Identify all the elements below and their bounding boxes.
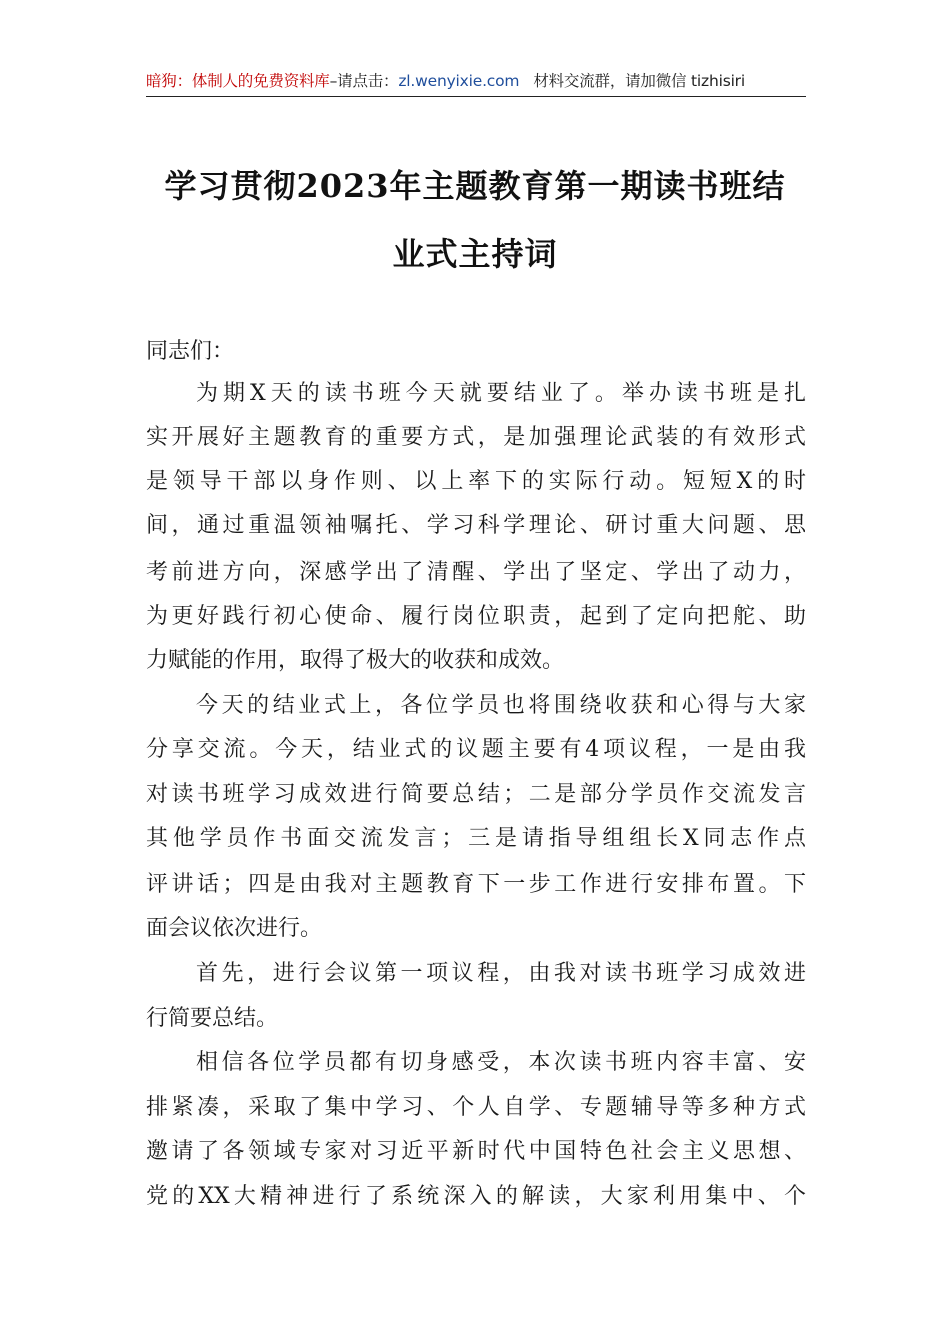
header-link[interactable]: zl.wenyixie.com: [398, 72, 520, 90]
text-line: 评讲话；四是由我对主题教育下一步工作进行安排布置。下: [146, 872, 806, 897]
text-line: 排紧凑，采取了集中学习、个人自学、专题辅导等多种方式: [146, 1095, 806, 1120]
text-line: 其他学员作书面交流发言；三是请指导组组长X同志作点: [146, 826, 806, 851]
document-title-line-1: 学习贯彻2023年主题教育第一期读书班结: [164, 167, 786, 205]
text-line: 实开展好主题教育的重要方式，是加强理论武装的有效形式: [146, 425, 806, 450]
text-line: 间，通过重温领袖嘱托、学习科学理论、研讨重大问题、思: [146, 513, 806, 538]
header-prompt: –请点击：: [329, 72, 399, 90]
text-line: 力赋能的作用，取得了极大的收获和成效。: [146, 648, 565, 673]
text-line: 邀请了各领域专家对习近平新时代中国特色社会主义思想、: [146, 1139, 806, 1164]
text-line: 面会议依次进行。: [146, 916, 323, 941]
salutation: 同志们：: [146, 339, 235, 364]
text-line: 分享交流。今天，结业式的议题主要有4项议程，一是由我: [146, 737, 806, 762]
text-line: 是领导干部以身作则、以上率下的实际行动。短短X的时: [146, 469, 806, 494]
text-line: 首先，进行会议第一项议程，由我对读书班学习成效进: [196, 961, 806, 986]
text-line: 今天的结业式上，各位学员也将围绕收获和心得与大家: [196, 693, 806, 718]
text-line: 相信各位学员都有切身感受，本次读书班内容丰富、安: [196, 1050, 806, 1075]
text-line: 党的XX大精神进行了系统深入的解读，大家利用集中、个: [146, 1184, 806, 1209]
page-header: [146, 70, 806, 97]
header-brand: 暗狗：体制人的免费资料库: [146, 72, 330, 90]
text-line: 对读书班学习成效进行简要总结；二是部分学员作交流发言: [146, 782, 806, 807]
text-line: 为期X天的读书班今天就要结业了。举办读书班是扎: [196, 381, 806, 406]
document-title-line-2: 业式主持词: [392, 235, 558, 273]
text-line: 行简要总结。: [146, 1006, 279, 1031]
text-line: 考前进方向，深感学出了清醒、学出了坚定、学出了动力，: [146, 560, 806, 585]
header-contact: 材料交流群，请加微信 tizhisiri: [533, 72, 745, 90]
text-line: 为更好践行初心使命、履行岗位职责，起到了定向把舵、助: [146, 604, 806, 629]
